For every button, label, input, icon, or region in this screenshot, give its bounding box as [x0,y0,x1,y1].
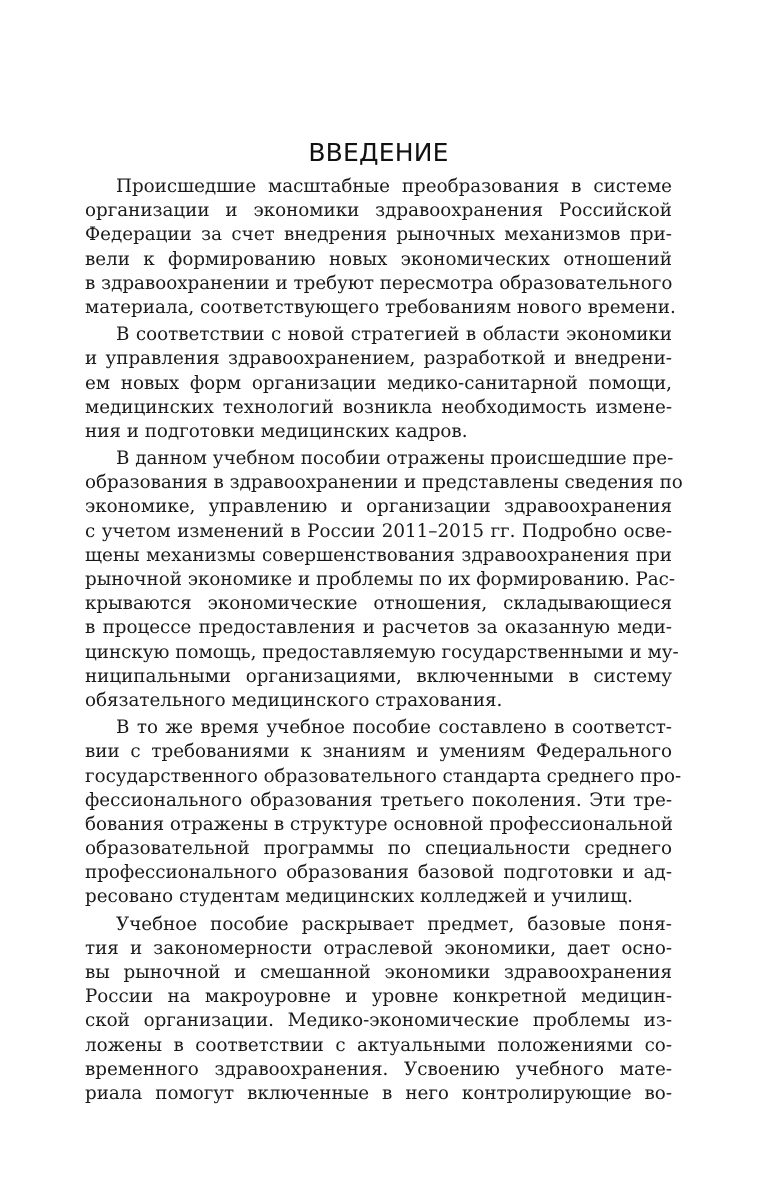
text-line: медицинских технологий возникла необходимость измене- [85,396,672,418]
paragraph-4 [85,716,682,910]
text-line: ложены в соответствии с актуальными положениями со- [85,1034,672,1056]
text-line: образования в здравоохранении и представлены сведения по [85,472,683,494]
text-line: крываются экономические отношения, складывающиеся [85,593,672,615]
text-line: организации и экономики здравоохранения Российской [85,200,672,222]
text-line: профессионального образования базовой подготовки и ад- [85,862,672,884]
text-line: ской организации. Медико-экономические проблемы из- [85,1010,672,1032]
text-line: вели к формированию новых экономических отношений [85,248,672,270]
text-line: и управления здравоохранением, разработкой и внедрени- [85,348,672,370]
text-line: ресовано студентам медицинских колледжей и училищ. [85,886,633,908]
text-line: Происшедшие масштабные преобразования в системе [116,176,672,197]
text-line: Учебное пособие раскрывает предмет, базовые поня- [116,913,672,935]
text-line: цинскую помощь, предоставляемую государственными и му- [85,641,679,663]
text-line: России на макроуровне и уровне конкретной медицин- [85,986,672,1008]
text-line: временного здравоохранения. Усвоению учебного мате- [85,1058,672,1080]
text-line: тия и закономерности отраслевой экономики, дает осно- [85,937,672,959]
text-line: бования отражены в структуре основной профессиональной [85,813,673,835]
paragraph-2 [85,323,672,444]
text-line: экономике, управлению и организации здравоохранения [85,496,672,518]
paragraph-1 [85,175,676,320]
text-line: вии с требованиями к знаниям и умениям Федерального [85,741,672,763]
text-line: ем новых форм организации медико-санитарной помощи, [85,372,672,394]
text-line: с учетом изменений в России 2011–2015 гг. Подробно осве- [85,520,672,542]
text-line: материала, соответствующего требованиям нового времени. [85,296,676,318]
page-body [85,138,683,1106]
text-line: В соответствии с новой стратегией в области экономики [116,324,672,346]
text-line: обязательного медицинского страхования. [85,689,503,711]
text-line: В данном учебном пособии отражены происшедшие пре- [116,448,674,470]
text-line: фессионального образования третьего поколения. Эти тре- [85,789,672,811]
text-line: В то же время учебное пособие составлено в соответст- [116,717,672,739]
text-line: рыночной экономике и проблемы по их формированию. Рас- [85,569,676,590]
text-line: Федерации за счет внедрения рыночных механизмов при- [85,224,672,246]
text-line: в здравоохранении и требуют пересмотра образовательного [85,272,673,294]
text-line: щены механизмы совершенствования здравоохранения при [85,544,672,566]
text-line: ния и подготовки медицинских кадров. [85,420,468,442]
paragraph-3 [85,447,683,713]
chapter-heading: ВВЕДЕНИЕ [308,138,449,167]
text-line: вы рыночной и смешанной экономики здравоохранения [85,962,672,983]
text-line: в процессе предоставления и расчетов за оказанную меди- [85,617,672,639]
text-line: риала помогут включенные в него контролирующие во- [85,1082,672,1104]
paragraph-5 [85,913,672,1107]
text-line: образовательной программы по специальности среднего [85,838,672,860]
text-line: государственного образовательного стандарта среднего про- [85,765,682,787]
text-line: ниципальными организациями, включенными в систему [85,665,672,687]
